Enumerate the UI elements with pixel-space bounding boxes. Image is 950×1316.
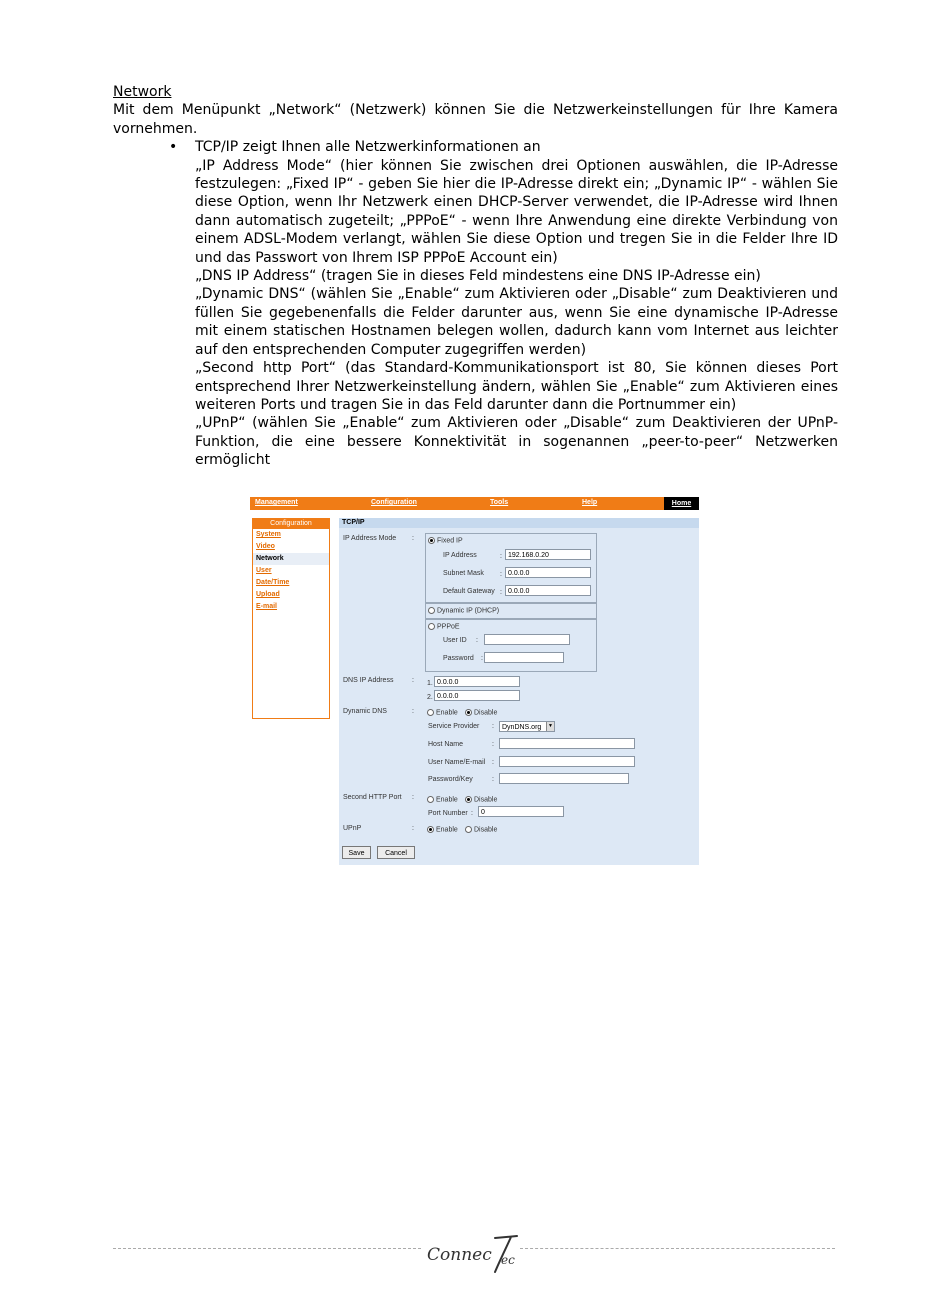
provider-label: Service Provider [428, 723, 480, 730]
ddns-enable-label: Enable [436, 709, 458, 717]
dns2-number: 2. [427, 694, 433, 701]
sidebar-item-video[interactable]: Video [256, 543, 275, 550]
nav-management[interactable]: Management [255, 499, 298, 506]
port-number-colon: : [471, 810, 473, 817]
document-body [113, 83, 838, 470]
provider-value: DynDNS.org [502, 724, 542, 731]
upnp-label: UPnP [343, 825, 362, 832]
gateway-label: Default Gateway [443, 588, 495, 595]
ddns-username-label: User Name/E-mail [428, 759, 486, 766]
port-number-label: Port Number [428, 810, 468, 817]
ddns-username-input[interactable] [499, 756, 635, 767]
nav-configuration[interactable]: Configuration [371, 499, 417, 506]
sidebar-item-datetime[interactable]: Date/Time [256, 579, 290, 586]
footer-divider-right [520, 1248, 835, 1249]
dns1-number: 1. [427, 680, 433, 687]
http-enable-option[interactable] [427, 796, 458, 803]
bullet-text: TCP/IP zeigt Ihnen alle Netzwerkinformationen an [195, 139, 541, 156]
port-number-input[interactable]: 0 [478, 806, 564, 817]
dynamic-ip-group [425, 603, 597, 619]
tcpip-panel [339, 518, 699, 865]
paragraph-upnp: „UPnP“ (wählen Sie „Enable“ zum Aktivieren oder „Disable“ zum Deaktivieren der UPnP-Funktion, die eine bessere Konnektivität in sogenannen „peer-to-peer“ Netzwerken ermöglicht [195, 415, 838, 469]
sidebar-item-system[interactable]: System [256, 531, 281, 538]
radio-icon [427, 826, 434, 833]
radio-icon [427, 709, 434, 716]
ddns-passkey-colon: : [492, 776, 494, 783]
nav-help[interactable]: Help [582, 499, 598, 506]
dns1-input[interactable]: 0.0.0.0 [434, 676, 520, 687]
settings-screenshot [250, 497, 699, 865]
pppoe-password-colon: : [481, 655, 483, 662]
ip-address-input[interactable]: 192.168.0.20 [505, 549, 591, 560]
ddns-disable-option[interactable] [465, 709, 497, 716]
hostname-input[interactable] [499, 738, 635, 749]
nav-home[interactable]: Home [664, 497, 699, 510]
gateway-colon: : [500, 589, 502, 596]
http-disable-label: Disable [474, 796, 498, 804]
subnet-input[interactable]: 0.0.0.0 [505, 567, 591, 578]
ddns-passkey-input[interactable] [499, 773, 629, 784]
logo-text-connec: Connec [427, 1245, 492, 1265]
http-disable-option[interactable] [465, 796, 497, 803]
dns-label: DNS IP Address [343, 677, 394, 684]
fixed-ip-option[interactable] [428, 537, 463, 544]
bullet-details [113, 157, 838, 470]
http-port-colon: : [412, 794, 414, 801]
sidebar-item-upload[interactable]: Upload [256, 591, 280, 598]
user-id-colon: : [476, 637, 478, 644]
pppoe-password-input[interactable] [484, 652, 564, 663]
upnp-enable-label: Enable [436, 826, 458, 834]
pppoe-option[interactable] [428, 623, 460, 630]
ddns-username-colon: : [492, 759, 494, 766]
http-enable-label: Enable [436, 796, 458, 804]
ddns-colon: : [412, 708, 414, 715]
ip-address-colon: : [500, 553, 502, 560]
fixed-ip-label: Fixed IP [437, 537, 463, 545]
subnet-colon: : [500, 571, 502, 578]
radio-icon [428, 537, 435, 544]
sidebar-title: Configuration [253, 519, 329, 529]
hostname-label: Host Name [428, 741, 464, 748]
upnp-enable-option[interactable] [427, 826, 458, 833]
provider-select[interactable] [499, 721, 555, 732]
bullet-icon: • [169, 139, 178, 156]
radio-icon [428, 607, 435, 614]
provider-colon: : [492, 723, 494, 730]
paragraph-http-port: „Second http Port“ (das Standard-Kommunikationsport ist 80, Sie können dieses Port entsprechend Ihrer Netzwerkeinstellung ändern, wählen Sie „Enable“ zum Aktivieren eines weiteren Ports und tragen Sie in das Feld darunter dann die Portnummer ein) [195, 360, 838, 413]
logo-text-ec: ec [501, 1253, 515, 1267]
ip-mode-label: IP Address Mode [343, 535, 397, 542]
sidebar-item-email[interactable]: E-mail [256, 603, 278, 610]
pppoe-password-label: Password [443, 655, 474, 662]
ddns-enable-option[interactable] [427, 709, 458, 716]
subnet-label: Subnet Mask [443, 570, 484, 577]
radio-icon [427, 796, 434, 803]
radio-icon [428, 623, 435, 630]
gateway-input[interactable]: 0.0.0.0 [505, 585, 591, 596]
upnp-disable-label: Disable [474, 826, 498, 834]
radio-icon [465, 709, 472, 716]
paragraph-ip-mode: „IP Address Mode“ (hier können Sie zwischen drei Optionen auswählen, die IP-Adresse festzulegen: „Fixed IP“ - geben Sie hier die IP-Adresse direkt ein; „Dynamic IP“ - wählen Sie diese Option, wenn Ihr Netzwerk einen DHCP-Server verwendet, die IP-Adresse wird Ihnen dann automatisch zugeteilt; „PPPoE“ - wenn Ihre Anwendung eine direkte Verbindung von einem ADSL-Modem verlangt, wählen Sie diese Option und tregen Sie in die Felder Ihre ID und das Passwort von Ihrem ISP PPPoE Account ein) [195, 157, 838, 266]
radio-icon [465, 796, 472, 803]
dns-colon: : [412, 677, 414, 684]
fixed-ip-group [425, 533, 597, 603]
connectec-logo [425, 1232, 520, 1278]
intro-paragraph: Mit dem Menüpunkt „Network“ (Netzwerk) können Sie die Netzwerkeinstellungen für Ihre Kamera vornehmen. [113, 102, 838, 137]
config-sidebar [252, 518, 330, 719]
ip-mode-colon: : [412, 535, 414, 542]
footer-divider-left [113, 1248, 421, 1249]
dynamic-ip-label: Dynamic IP (DHCP) [437, 607, 500, 615]
dynamic-ip-option[interactable] [428, 607, 499, 614]
radio-icon [465, 826, 472, 833]
user-id-label: User ID [443, 637, 467, 644]
pppoe-group [425, 619, 597, 672]
hostname-colon: : [492, 741, 494, 748]
chevron-down-icon: ▼ [546, 722, 554, 731]
section-heading: Network [113, 84, 172, 100]
pppoe-label: PPPoE [437, 623, 460, 631]
upnp-colon: : [412, 825, 414, 832]
save-button[interactable]: Save [342, 846, 371, 859]
ddns-passkey-label: Password/Key [428, 776, 473, 783]
top-nav-bar [250, 497, 699, 510]
paragraph-dns: „DNS IP Address“ (tragen Sie in dieses Feld mindestens eine DNS IP-Adresse ein) [195, 268, 761, 285]
ddns-disable-label: Disable [474, 709, 498, 717]
dns2-input[interactable]: 0.0.0.0 [434, 690, 520, 701]
ddns-label: Dynamic DNS [343, 708, 387, 715]
sidebar-item-network[interactable]: Network [253, 553, 329, 565]
ip-address-label: IP Address [443, 552, 477, 559]
panel-title: TCP/IP [339, 518, 699, 528]
http-port-label: Second HTTP Port [343, 794, 402, 801]
cancel-button[interactable]: Cancel [377, 846, 415, 859]
paragraph-ddns: „Dynamic DNS“ (wählen Sie „Enable“ zum Aktivieren oder „Disable“ zum Deaktivieren und füllen Sie gegebenenfalls die Felder darunter aus, wenn Sie eine dynamische IP-Adresse mit einem statischen Hostnamen belegen wollen, dadurch kann vom Internet aus leichter auf den entsprechenden Computer zugegriffen werden) [195, 286, 838, 358]
user-id-input[interactable] [484, 634, 570, 645]
bullet-item [113, 138, 838, 156]
nav-tools[interactable]: Tools [490, 499, 509, 506]
sidebar-item-user[interactable]: User [256, 567, 272, 574]
upnp-disable-option[interactable] [465, 826, 497, 833]
